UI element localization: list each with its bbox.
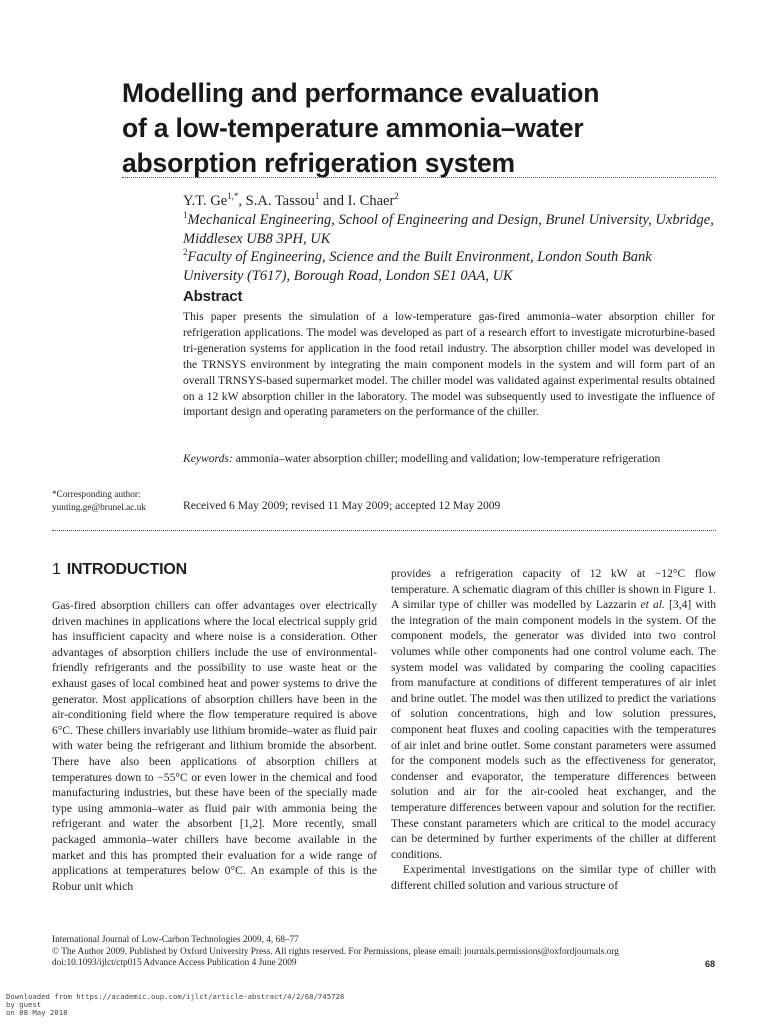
received-dates: Received 6 May 2009; revised 11 May 2009; accepted 12 May 2009: [183, 499, 501, 512]
doi-line: doi:10.1093/ijlct/ctp015 Advance Access Publication 4 June 2009: [52, 958, 297, 968]
intro-left-column: [52, 598, 377, 894]
section-heading: [52, 561, 187, 579]
corresponding-author: [52, 489, 146, 514]
section-title: INTRODUCTION: [66, 561, 187, 578]
article-title: [122, 76, 722, 181]
title-line: Modelling and performance evaluation: [122, 78, 600, 108]
author-name: Y.T. Ge: [183, 192, 228, 209]
abstract-text: This paper presents the simulation of a low-temperature gas-fired ammonia–water absorption chiller for refrigeration applications. The model was developed as part of a research effort to investigate microturbine-based tri-generation systems for application in the food retail industry. The absorption chiller model was developed in the TRNSYS environment by integrating the main component models in the system and will form part of an overall TRNSYS-based supermarket model. The chiller model was validated against experimental results obtained on a 12 kW absorption chiller in the laboratory. The model was subsequently used to investigate the influence of important design and operating parameters on the performance of the chiller.: [183, 310, 715, 419]
title-line: of a low-temperature ammonia–water: [122, 113, 584, 143]
paragraph: Gas-fired absorption chillers can offer advantages over electrically driven machines in applications where the local electrical supply grid has insufficient capacity and where noise is a consideration. Other advantages of absorption chillers include the use of environmental-friendly refrigerants and the possibility to use waste heat or the exhaust gases of local combined heat and power systems to drive the generator. Most applications of absorption chillers have been in the air-conditioning field where the flow temperature required is above 6°C. These chillers invariably use lithium bromide–water as fluid pair with water being the refrigerant and lithium bromide the absorbent. There have also been applications of absorption chillers at temperatures down to −55°C or even lower in the chemical and food manufacturing industries, but these have been of the specially made type using ammonia–water as fluid pair with ammonia being the refrigerant and water the absorbent [1,2]. More recently, small packaged ammonia–water chillers have become available in the market and this has prompted their evaluation for a wide range of applications at temperatures below 0°C. An example of this is the Robur unit which: [52, 599, 377, 893]
paragraph: [391, 566, 716, 862]
author-separator: ,: [238, 192, 246, 209]
download-stamp: [6, 993, 344, 1016]
affiliation-line: Mechanical Engineering, School of Engineering and Design, Brunel University, Uxbridge,: [187, 211, 714, 228]
paragraph: Experimental investigations on the similar type of chiller with different chilled solution and various structure of: [391, 863, 716, 892]
author-affiliation-mark: 1,*: [227, 191, 239, 201]
copyright-line: © The Author 2009. Published by Oxford University Press. All rights reserved. For Permissions, please email: journals.permissions@oxfordjournals.org: [52, 946, 619, 957]
abstract-heading: Abstract: [183, 288, 243, 305]
affiliation-mark: 2: [183, 247, 188, 257]
intro-right-column: [391, 566, 716, 893]
section-number: 1: [52, 561, 61, 578]
page-number: 68: [705, 959, 716, 969]
paragraph-text: provides a refrigeration capacity of 12 kW at −12°C flow temperature. A schematic diagram of this chiller is shown in Figure 1. A similar type of chiller was modelled by Lazzarin: [391, 567, 716, 612]
keywords: [183, 451, 683, 467]
corresponding-label: *Corresponding author:: [52, 490, 141, 500]
section-divider: [52, 530, 716, 531]
affiliation-line: University (T617), Borough Road, London SE1 0AA, UK: [183, 268, 513, 285]
keywords-text: ammonia–water absorption chiller; modelling and validation; low-temperature refrigeration: [232, 452, 661, 465]
title-divider: [122, 177, 716, 178]
page-footer: [52, 935, 619, 970]
download-line: on 08 May 2018: [6, 1007, 68, 1017]
title-line: absorption refrigeration system: [122, 148, 515, 178]
paragraph-text: et al.: [640, 598, 665, 612]
download-line: by guest: [6, 999, 42, 1009]
author-name: I. Chaer: [347, 192, 395, 209]
paragraph-text: [3,4] with the integration of the main component models in the system. Of the component models, the generator was divided into two control volumes while other components had one control volume each. The system model was validated by comparing the cooling capacities from manufacture at conditions of different temperatures of air inlet and brine outlet. The model was then utilized to predict the variations of solution concentrations, high and low solution pressures, component heat fluxes and cooling capacities with the temperatures of air inlet and brine outlet. Some constant parameters were assumed for the component models such as the effectiveness for generator, condenser and evaporator, the temperature differences between solution and air for the air-cooled heat exchanger, and the temperature differences between vapour and solution for the rectifier. These constant parameters which are critical to the model accuracy can be determined by further experiments of the chiller at different conditions.: [391, 598, 716, 861]
journal-citation: International Journal of Low-Carbon Technologies 2009, 4, 68–77: [52, 935, 299, 945]
author-separator: and: [319, 192, 348, 209]
affiliation-mark: 1: [183, 210, 188, 220]
corresponding-email[interactable]: yunting.ge@brunel.ac.uk: [52, 502, 147, 513]
author-affiliation-mark: 1: [314, 191, 320, 201]
author-name: S.A. Tassou: [245, 192, 315, 209]
affiliation: [183, 243, 723, 287]
affiliation-line: Faculty of Engineering, Science and the Built Environment, London South Bank: [187, 248, 652, 265]
keywords-label: Keywords:: [183, 452, 233, 465]
author-affiliation-mark: 2: [394, 191, 399, 201]
affiliation-line: Middlesex UB8 3PH, UK: [183, 231, 331, 248]
download-line[interactable]: Downloaded from https://academic.oup.com/ijlct/article-abstract/4/2/68/745728: [6, 992, 345, 1001]
